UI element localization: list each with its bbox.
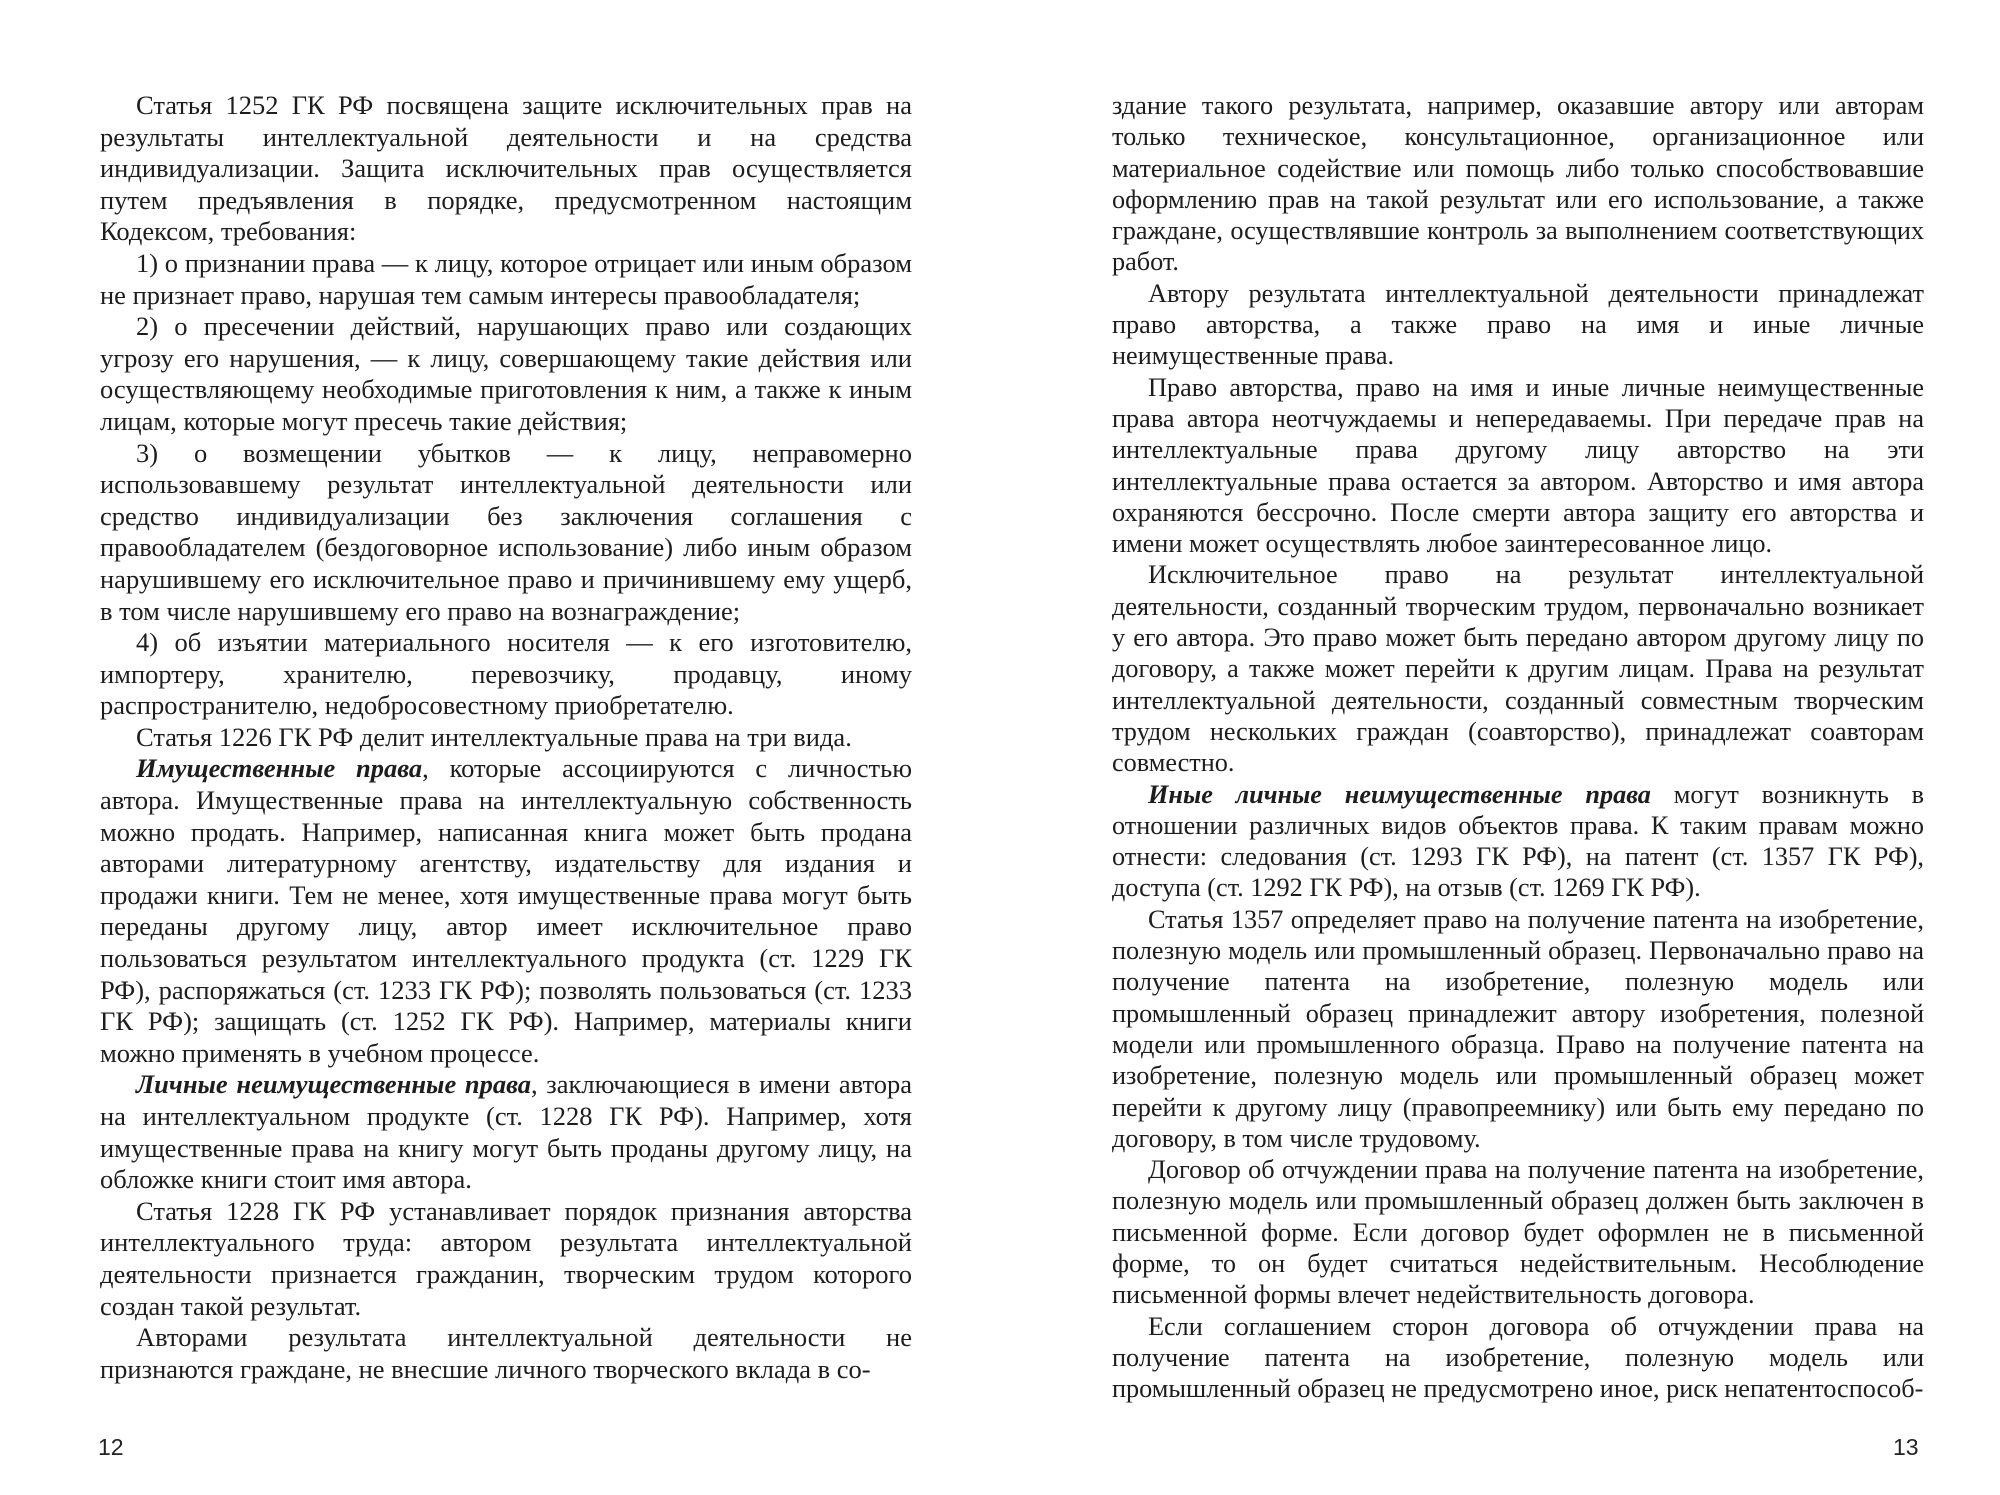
- paragraph-text: могут возникнуть в отношении различных видов объектов права. К таким правам можно отнести: следования (ст. 1293 ГК РФ), на патент (ст. 1357 ГК РФ), доступа (ст. 1292 ГК РФ), на отзыв (ст. 1269 ГК РФ).: [1112, 779, 1925, 903]
- paragraph: Статья 1226 ГК РФ делит интеллектуальные права на три вида.: [136, 721, 852, 752]
- paragraph: Статья 1252 ГК РФ посвящена защите исключительных прав на результаты интеллектуальной деятельности и на средства индивидуализации. Защита исключительных прав осуществляется путем предъявления в порядке, предусмотренном настоящим Кодексом, требования:: [100, 90, 912, 247]
- paragraph: Автору результата интеллектуальной деятельности принадлежат право авторства, а также право на имя и иные личные неимущественные права.: [1112, 278, 1924, 371]
- paragraph-text: , которые ассоциируются с личностью автора. Имущественные права на интеллектуальную собственность можно продать. Например, написанная книга может быть продана авторами литературному агентству, издательству для издания и продажи книги. Тем не менее, хотя имущественные права могут быть переданы другому лицу, автор имеет исключительное право пользоваться результатом интеллектуального продукта (ст. 1229 ГК РФ), распоряжаться (ст. 1233 ГК РФ); позволять пользоваться (ст. 1233 ГК РФ); защищать (ст. 1252 ГК РФ). Например, материалы книги можно применять в учебном процессе.: [100, 753, 912, 1068]
- term-personal-rights: Личные неимущественные права: [136, 1069, 532, 1100]
- paragraph: Статья 1357 определяет право на получение патента на изобретение, полезную модель или промышленный образец. Первоначально право на получение патента на изобретение, полезную модель или промышленный образец принадлежит автору изобретения, полезной модели или промышленного образца. Право на получение патента на изобретение, полезную модель или промышленный образец может перейти к другому лицу (правопреемнику) или быть ему передано по договору, в том числе трудовому.: [1112, 904, 1924, 1153]
- paragraph: Авторами результата интеллектуальной деятельности не признаются граждане, не внесшие личного творческого вклада в со-: [100, 1322, 912, 1384]
- paragraph: [1112, 779, 1924, 904]
- term-other-personal-rights: Иные личные неимущественные права: [1148, 779, 1651, 809]
- paragraph: Статья 1228 ГК РФ устанавливает порядок признания авторства интеллектуального труда: автором результата интеллектуальной деятельности признается гражданин, творческим трудом которого создан такой результат.: [100, 1195, 912, 1321]
- paragraph: Если соглашением сторон договора об отчуждении права на получение патента на изобретение, полезную модель или промышленный образец не предусмотрено иное, риск непатентоспособ-: [1112, 1311, 1924, 1404]
- right-page: [1112, 90, 1924, 1404]
- paragraph: Договор об отчуждении права на получение патента на изобретение, полезную модель или промышленный образец должен быть заключен в письменной форме. Если договор будет оформлен не в письменной форме, то он будет считаться недействительным. Несоблюдение письменной формы влечет недействительность договора.: [1112, 1155, 1924, 1310]
- list-item: 2) о пресечении действий, нарушающих право или создающих угрозу его нарушения, — к лицу, совершающему такие действия или осуществляющему необходимые приготовления к ним, а также к иным лицам, которые могут пресечь такие действия;: [100, 311, 912, 436]
- paragraph: [100, 1069, 912, 1195]
- paragraph: Исключительное право на результат интеллектуальной деятельности, созданный творческим трудом, первоначально возникает у его автора. Это право может быть передано автором другому лицу по договору, а также может перейти к другим лицам. Права на результат интеллектуальной деятельности, созданный совместным творческим трудом нескольких граждан (соавторство), принадлежат соавторам совместно.: [1112, 560, 1924, 778]
- term-property-rights: Имущественные права: [136, 753, 423, 784]
- paragraph-continuation: здание такого результата, например, оказавшие автору или авторам только техническое, консультационное, организационное или материальное содействие или помощь либо только способствовавшие оформлению прав на такой результат или его использование, а также граждане, осуществлявшие контроль за выполнением соответствующих работ.: [1112, 91, 1924, 277]
- list-item: 3) о возмещении убытков — к лицу, неправомерно использовавшему результат интеллектуальной деятельности или средство индивидуализации без заключения соглашения с правообладателем (бездоговорное использование) либо иным образом нарушившему его исключительное право и причинившему ему ущерб, в том числе нарушившему его право на вознаграждение;: [100, 437, 912, 626]
- list-item: 4) об изъятии материального носителя — к его изготовителю, импортеру, хранителю, перевозчику, продавцу, иному распространителю, недобросовестному приобретателю.: [100, 627, 912, 721]
- list-item: 1) о признании права — к лицу, которое отрицает или иным образом не признает право, нарушая тем самым интересы правообладателя;: [100, 247, 912, 310]
- left-page: [100, 90, 912, 1385]
- page-number-left: 12: [98, 1434, 124, 1460]
- paragraph: [100, 753, 912, 1069]
- paragraph: Право авторства, право на имя и иные личные неимущественные права автора неотчуждаемы и непередаваемы. При передаче прав на интеллектуальные права другому лицу авторство на эти интеллектуальные права остается за автором. Авторство и имя автора охраняются бессрочно. После смерти автора защиту его авторства и имени может осуществлять любое заинтересованное лицо.: [1112, 372, 1924, 559]
- page-number-right: 13: [1893, 1434, 1919, 1460]
- paragraph-text: , заключающиеся в имени автора на интеллектуальном продукте (ст. 1228 ГК РФ). Например, хотя имущественные права на книгу могут быть проданы другому лицу, на обложке книги стоит имя автора.: [100, 1069, 912, 1195]
